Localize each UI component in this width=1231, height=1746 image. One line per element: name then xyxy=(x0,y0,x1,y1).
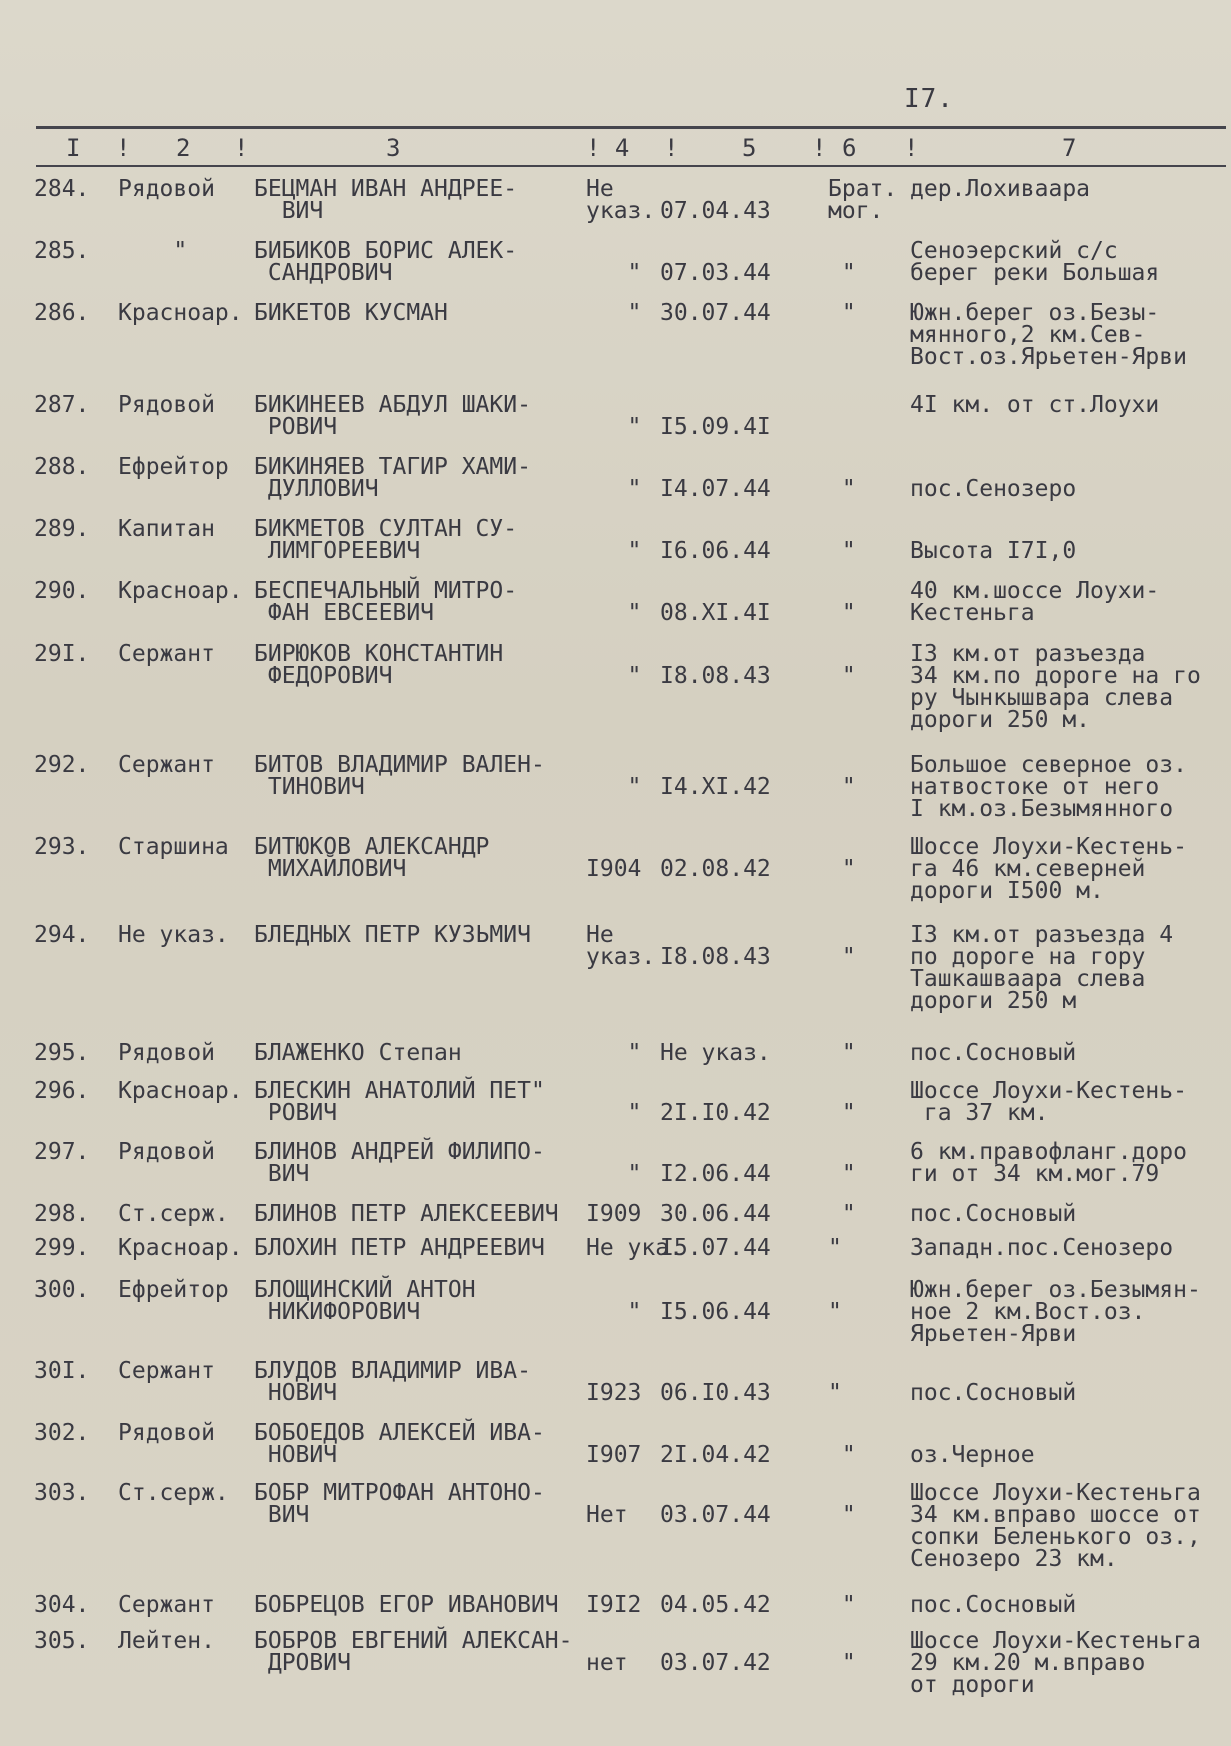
cell-place: пос.Сосновый xyxy=(910,1380,1077,1406)
cell-num: 298. xyxy=(34,1201,90,1227)
header-cell: ! 4 xyxy=(586,134,630,162)
cell-num: 303. xyxy=(34,1480,90,1506)
cell-num: 302. xyxy=(34,1420,90,1446)
cell-rank: Красноар. xyxy=(118,1078,243,1104)
cell-place: 6 км.правофланг.доро ги от 34 км.мог.79 xyxy=(910,1139,1187,1187)
header-bottom-rule xyxy=(36,165,1226,167)
header-cell: ! xyxy=(664,134,679,162)
cell-name: БЛОХИН ПЕТР АНДРЕЕВИЧ xyxy=(254,1235,545,1261)
cell-grave: " xyxy=(841,944,856,970)
cell-date: 04.05.42 xyxy=(660,1592,771,1618)
cell-num: 30I. xyxy=(34,1358,90,1384)
cell-name: БИКЕТОВ КУСМАН xyxy=(254,300,448,326)
cell-grave: " xyxy=(841,1161,856,1187)
cell-name: БИБИКОВ БОРИС АЛЕК- САНДРОВИЧ xyxy=(254,238,518,286)
cell-date: 06.I0.43 xyxy=(660,1380,771,1406)
cell-name: БИКИНЕЕВ АБДУЛ ШАКИ- РОВИЧ xyxy=(254,392,531,440)
cell-name: БИТЮКОВ АЛЕКСАНДР МИХАЙЛОВИЧ xyxy=(254,834,490,882)
cell-date: 03.07.44 xyxy=(660,1502,771,1528)
cell-num: 288. xyxy=(34,454,90,480)
cell-num: 287. xyxy=(34,392,90,418)
cell-rank: Сержант xyxy=(118,641,215,667)
cell-num: 299. xyxy=(34,1235,90,1261)
cell-born: I923 xyxy=(586,1380,642,1406)
cell-born: " xyxy=(627,774,642,800)
cell-num: 295. xyxy=(34,1040,90,1066)
cell-rank: Сержант xyxy=(118,1592,215,1618)
cell-born: Не указ. xyxy=(586,922,656,970)
header-cell: ! xyxy=(904,134,919,162)
header-cell: 5 xyxy=(742,134,757,162)
cell-born: " xyxy=(586,1040,642,1066)
cell-name: БЕЦМАН ИВАН АНДРЕЕ- ВИЧ xyxy=(254,176,518,224)
cell-num: 304. xyxy=(34,1592,90,1618)
cell-place: Сеноэерский с/с берег реки Большая xyxy=(910,238,1160,286)
cell-place: Шоссе Лоухи-Кестеньга 34 км.вправо шоссе от сопки Беленького оз., Сенозеро 23 км. xyxy=(910,1480,1201,1572)
cell-grave: " xyxy=(841,1100,856,1126)
cell-name: БИКМЕТОВ СУЛТАН СУ- ЛИМГОРЕЕВИЧ xyxy=(254,516,518,564)
cell-name: БЛЕСКИН АНАТОЛИЙ ПЕТ" РОВИЧ xyxy=(254,1078,545,1126)
cell-grave: " xyxy=(828,1040,856,1066)
cell-rank: Старшина xyxy=(118,834,229,860)
cell-grave: " xyxy=(828,1299,842,1325)
header-cell: ! xyxy=(116,134,131,162)
cell-grave: " xyxy=(828,1235,842,1261)
cell-place: пос.Сосновый xyxy=(910,1040,1077,1066)
cell-place: пос.Сосновый xyxy=(910,1201,1077,1227)
header-cell: 2 xyxy=(176,134,191,162)
cell-born: " xyxy=(627,260,642,286)
header-cell: ! xyxy=(812,134,827,162)
cell-grave: " xyxy=(841,774,856,800)
cell-place: оз.Черное xyxy=(910,1442,1035,1468)
cell-born: I909 xyxy=(586,1201,642,1227)
cell-num: 305. xyxy=(34,1628,90,1654)
cell-rank: Сержант xyxy=(118,752,215,778)
page-number: I7. xyxy=(904,84,954,114)
cell-grave: " xyxy=(841,476,856,502)
cell-num: 300. xyxy=(34,1277,90,1303)
cell-born: " xyxy=(627,600,642,626)
cell-place: Шоссе Лоухи-Кестень- га 46 км.северней дороги I500 м. xyxy=(910,834,1187,904)
cell-date: I4.07.44 xyxy=(660,476,771,502)
cell-date: Не указ. xyxy=(660,1040,771,1066)
cell-place: Шоссе Лоухи-Кестень- га 37 км. xyxy=(910,1078,1187,1126)
cell-born: " xyxy=(627,538,642,564)
cell-place: дер.Лохиваара xyxy=(910,176,1091,202)
cell-num: 296. xyxy=(34,1078,90,1104)
cell-rank: Сержант xyxy=(118,1358,215,1384)
cell-place: Большое северное оз. натвостоке от него I км.оз.Безымянного xyxy=(910,752,1187,822)
cell-rank: Рядовой xyxy=(118,1040,215,1066)
cell-grave: " xyxy=(828,1592,856,1618)
cell-grave: " xyxy=(841,1442,856,1468)
cell-num: 297. xyxy=(34,1139,90,1165)
cell-place: Западн.пос.Сенозеро xyxy=(910,1235,1174,1261)
cell-rank: Рядовой xyxy=(118,1139,215,1165)
cell-name: БЛИНОВ ПЕТР АЛЕКСЕЕВИЧ xyxy=(254,1201,559,1227)
cell-grave: " xyxy=(841,600,856,626)
cell-date: I5.06.44 xyxy=(660,1299,771,1325)
cell-date: I5.07.44 xyxy=(660,1235,771,1261)
cell-grave: " xyxy=(841,663,856,689)
cell-rank: Рядовой xyxy=(118,176,215,202)
cell-place: Высота I7I,0 xyxy=(910,538,1077,564)
cell-date: I8.08.43 xyxy=(660,663,771,689)
cell-date: I5.09.4I xyxy=(660,414,771,440)
cell-date: I4.XI.42 xyxy=(660,774,771,800)
cell-born: " xyxy=(627,663,642,689)
cell-name: БОБР МИТРОФАН АНТОНО- ВИЧ xyxy=(254,1480,545,1528)
cell-num: 284. xyxy=(34,176,90,202)
header-cell: 7 xyxy=(1062,134,1077,162)
cell-date: I6.06.44 xyxy=(660,538,771,564)
cell-grave: " xyxy=(841,856,856,882)
cell-grave: " xyxy=(828,1380,842,1406)
cell-born: Не указ. xyxy=(586,176,656,224)
cell-grave: " xyxy=(841,1502,856,1528)
cell-num: 294. xyxy=(34,922,90,948)
cell-born: " xyxy=(627,476,642,502)
header-cell: 3 xyxy=(386,134,401,162)
cell-rank: " xyxy=(118,238,188,264)
cell-name: БЛАЖЕНКО Степан xyxy=(254,1040,462,1066)
cell-date: 2I.I0.42 xyxy=(660,1100,771,1126)
cell-rank: Ст.серж. xyxy=(118,1201,229,1227)
cell-grave: Брат. мог. xyxy=(828,176,898,224)
cell-date: I8.08.43 xyxy=(660,944,771,970)
cell-num: 29I. xyxy=(34,641,90,667)
cell-born: I904 xyxy=(586,856,642,882)
column-header xyxy=(36,130,1226,164)
cell-date: 2I.04.42 xyxy=(660,1442,771,1468)
cell-num: 290. xyxy=(34,578,90,604)
header-cell: 6 xyxy=(842,134,857,162)
cell-rank: Не указ. xyxy=(118,922,229,948)
cell-grave: " xyxy=(828,1201,856,1227)
cell-place: Южн.берег оз.Безы- мянного,2 км.Сев- Вост.оз.Ярьетен-Ярви xyxy=(910,300,1187,370)
cell-name: БОБОЕДОВ АЛЕКСЕЙ ИВА- НОВИЧ xyxy=(254,1420,545,1468)
cell-name: БЛИНОВ АНДРЕЙ ФИЛИПО- ВИЧ xyxy=(254,1139,545,1187)
cell-date: 30.06.44 xyxy=(660,1201,771,1227)
cell-rank: Капитан xyxy=(118,516,215,542)
cell-date: I2.06.44 xyxy=(660,1161,771,1187)
cell-born: " xyxy=(627,1299,642,1325)
cell-born: нет xyxy=(586,1650,628,1676)
cell-born: " xyxy=(627,1100,642,1126)
cell-born: " xyxy=(627,1161,642,1187)
cell-rank: Ефрейтор xyxy=(118,454,229,480)
cell-name: БЛОЩИНСКИЙ АНТОН НИКИФОРОВИЧ xyxy=(254,1277,476,1325)
cell-place: I3 км.от разъезда 4 по дороге на гору Ташкашваара слева дороги 250 м xyxy=(910,922,1174,1014)
cell-num: 293. xyxy=(34,834,90,860)
cell-name: БЛУДОВ ВЛАДИМИР ИВА- НОВИЧ xyxy=(254,1358,531,1406)
cell-name: БИКИНЯЕВ ТАГИР ХАМИ- ДУЛЛОВИЧ xyxy=(254,454,531,502)
cell-rank: Рядовой xyxy=(118,392,215,418)
cell-rank: Красноар. xyxy=(118,1235,243,1261)
cell-rank: Красноар. xyxy=(118,300,243,326)
cell-rank: Ефрейтор xyxy=(118,1277,229,1303)
cell-date: 30.07.44 xyxy=(660,300,771,326)
cell-name: БЛЕДНЫХ ПЕТР КУЗЬМИЧ xyxy=(254,922,531,948)
cell-num: 285. xyxy=(34,238,90,264)
cell-rank: Лейтен. xyxy=(118,1628,215,1654)
header-top-rule xyxy=(36,126,1226,129)
cell-grave: " xyxy=(841,1650,856,1676)
cell-date: 03.07.42 xyxy=(660,1650,771,1676)
cell-place: 40 км.шоссе Лоухи- Кестеньга xyxy=(910,578,1160,626)
cell-num: 292. xyxy=(34,752,90,778)
cell-grave: " xyxy=(828,300,856,326)
cell-place: Южн.берег оз.Безымян- ное 2 км.Вост.оз. Ярьетен-Ярви xyxy=(910,1277,1201,1347)
cell-born: Не ука. xyxy=(586,1235,683,1261)
cell-date: 07.03.44 xyxy=(660,260,771,286)
cell-place: Шоссе Лоухи-Кестеньга 29 км.20 м.вправо от дороги xyxy=(910,1628,1201,1698)
header-cell: ! xyxy=(234,134,249,162)
cell-born: " xyxy=(586,300,642,326)
header-cell: I xyxy=(66,134,81,162)
cell-name: БОБРЕЦОВ ЕГОР ИВАНОВИЧ xyxy=(254,1592,559,1618)
cell-rank: Рядовой xyxy=(118,1420,215,1446)
cell-date: 02.08.42 xyxy=(660,856,771,882)
cell-born: " xyxy=(627,414,642,440)
cell-born: Нет xyxy=(586,1502,628,1528)
cell-name: БЕСПЕЧАЛЬНЫЙ МИТРО- ФАН ЕВСЕЕВИЧ xyxy=(254,578,518,626)
cell-name: БИТОВ ВЛАДИМИР ВАЛЕН- ТИНОВИЧ xyxy=(254,752,545,800)
cell-born: I9I2 xyxy=(586,1592,642,1618)
cell-name: БИРЮКОВ КОНСТАНТИН ФЕДОРОВИЧ xyxy=(254,641,504,689)
cell-born: I907 xyxy=(586,1442,642,1468)
cell-rank: Ст.серж. xyxy=(118,1480,229,1506)
cell-grave: " xyxy=(841,538,856,564)
cell-grave: " xyxy=(841,260,856,286)
cell-place: 4I км. от ст.Лоухи xyxy=(910,392,1160,418)
cell-rank: Красноар. xyxy=(118,578,243,604)
cell-num: 286. xyxy=(34,300,90,326)
cell-num: 289. xyxy=(34,516,90,542)
cell-place: I3 км.от разъезда 34 км.по дороге на го ру Чынкышвара слева дороги 250 м. xyxy=(910,641,1201,733)
cell-place: пос.Сосновый xyxy=(910,1592,1077,1618)
cell-name: БОБРОВ ЕВГЕНИЙ АЛЕКСАН- ДРОВИЧ xyxy=(254,1628,573,1676)
cell-date: 08.XI.4I xyxy=(660,600,771,626)
cell-place: пос.Сенозеро xyxy=(910,476,1077,502)
cell-date: 07.04.43 xyxy=(660,198,771,224)
